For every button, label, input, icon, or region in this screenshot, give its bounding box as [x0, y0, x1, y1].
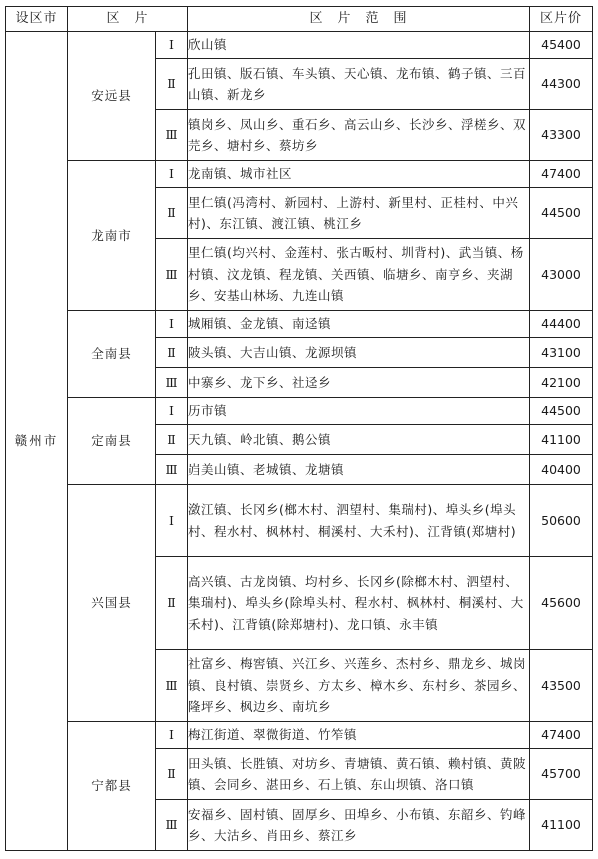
grade-cell: Ⅱ: [156, 425, 188, 455]
price-cell: 41100: [530, 800, 593, 851]
grade-cell: Ⅰ: [156, 161, 188, 188]
area-cell: 陂头镇、大吉山镇、龙源坝镇: [188, 338, 530, 368]
price-cell: 44300: [530, 59, 593, 110]
grade-cell: Ⅱ: [156, 188, 188, 239]
area-cell: 欣山镇: [188, 32, 530, 59]
county-cell: 安远县: [68, 32, 156, 161]
area-cell: 龙南镇、城市社区: [188, 161, 530, 188]
header-row: [6, 7, 593, 32]
area-cell: 高兴镇、古龙岗镇、均村乡、长冈乡(除榔木村、泗望村、集瑞村)、埠头乡(除埠头村、程水村、枫林村、桐溪村、大禾村)、江背镇(除郑塘村)、龙口镇、永丰镇: [188, 557, 530, 650]
table-row: [6, 398, 593, 425]
grade-cell: Ⅱ: [156, 749, 188, 800]
price-cell: 40400: [530, 455, 593, 485]
area-cell: 里仁镇(冯湾村、新园村、上游村、新里村、正桂村、中兴村)、东江镇、渡江镇、桃江乡: [188, 188, 530, 239]
grade-cell: Ⅰ: [156, 32, 188, 59]
price-cell: 47400: [530, 161, 593, 188]
table-row: [6, 32, 593, 59]
area-cell: 安福乡、固村镇、固厚乡、田埠乡、小布镇、东韶乡、钓峰乡、大沽乡、肖田乡、蔡江乡: [188, 800, 530, 851]
price-cell: 43500: [530, 650, 593, 722]
grade-cell: Ⅲ: [156, 455, 188, 485]
grade-cell: Ⅰ: [156, 722, 188, 749]
header-zone-price: 区片价: [530, 7, 593, 32]
grade-cell: Ⅱ: [156, 557, 188, 650]
price-cell: 41100: [530, 425, 593, 455]
table-row: [6, 485, 593, 557]
grade-cell: Ⅰ: [156, 311, 188, 338]
grade-cell: Ⅰ: [156, 398, 188, 425]
county-cell: 全南县: [68, 311, 156, 398]
header-zone-range: 区 片 范 围: [188, 7, 530, 32]
area-cell: 梅江街道、翠微街道、竹笮镇: [188, 722, 530, 749]
price-cell: 43100: [530, 338, 593, 368]
area-cell: 中寨乡、龙下乡、社迳乡: [188, 368, 530, 398]
price-cell: 42100: [530, 368, 593, 398]
price-cell: 43300: [530, 110, 593, 161]
area-cell: 田头镇、长胜镇、对坊乡、青塘镇、黄石镇、赖村镇、黄陂镇、会同乡、湛田乡、石上镇、东山坝镇、洛口镇: [188, 749, 530, 800]
area-cell: 城厢镇、金龙镇、南迳镇: [188, 311, 530, 338]
area-cell: 潋江镇、长冈乡(榔木村、泗望村、集瑞村)、埠头乡(埠头村、程水村、枫林村、桐溪村、大禾村)、江背镇(郑塘村): [188, 485, 530, 557]
price-cell: 45700: [530, 749, 593, 800]
header-zone: 区 片: [68, 7, 188, 32]
price-cell: 45400: [530, 32, 593, 59]
county-cell: 龙南市: [68, 161, 156, 311]
grade-cell: Ⅱ: [156, 338, 188, 368]
county-cell: 兴国县: [68, 485, 156, 722]
table-row: [6, 161, 593, 188]
price-cell: 47400: [530, 722, 593, 749]
price-cell: 50600: [530, 485, 593, 557]
grade-cell: Ⅱ: [156, 59, 188, 110]
area-cell: 里仁镇(均兴村、金莲村、张古畈村、圳背村)、武当镇、杨村镇、汶龙镇、程龙镇、关西镇、临塘乡、南亨乡、夹湖乡、安基山林场、九连山镇: [188, 239, 530, 311]
price-cell: 44400: [530, 311, 593, 338]
price-cell: 43000: [530, 239, 593, 311]
area-cell: 天九镇、岭北镇、鹅公镇: [188, 425, 530, 455]
area-cell: 社富乡、梅窖镇、兴江乡、兴莲乡、杰村乡、鼎龙乡、城岗镇、良村镇、崇贤乡、方太乡、樟木乡、东村乡、茶园乡、隆坪乡、枫边乡、南坑乡: [188, 650, 530, 722]
grade-cell: Ⅲ: [156, 368, 188, 398]
price-cell: 44500: [530, 398, 593, 425]
price-cell: 45600: [530, 557, 593, 650]
area-cell: 孔田镇、版石镇、车头镇、天心镇、龙布镇、鹤子镇、三百山镇、新龙乡: [188, 59, 530, 110]
area-cell: 岿美山镇、老城镇、龙塘镇: [188, 455, 530, 485]
county-cell: 宁都县: [68, 722, 156, 851]
area-cell: 历市镇: [188, 398, 530, 425]
land-price-table: [5, 6, 593, 851]
city-cell: 赣州市: [6, 32, 68, 851]
grade-cell: Ⅲ: [156, 239, 188, 311]
table-row: [6, 722, 593, 749]
grade-cell: Ⅲ: [156, 650, 188, 722]
county-cell: 定南县: [68, 398, 156, 485]
price-cell: 44500: [530, 188, 593, 239]
header-city: 设区市: [6, 7, 68, 32]
table-row: [6, 311, 593, 338]
grade-cell: Ⅲ: [156, 800, 188, 851]
grade-cell: Ⅰ: [156, 485, 188, 557]
grade-cell: Ⅲ: [156, 110, 188, 161]
area-cell: 镇岗乡、凤山乡、重石乡、高云山乡、长沙乡、浮槎乡、双芫乡、塘村乡、蔡坊乡: [188, 110, 530, 161]
